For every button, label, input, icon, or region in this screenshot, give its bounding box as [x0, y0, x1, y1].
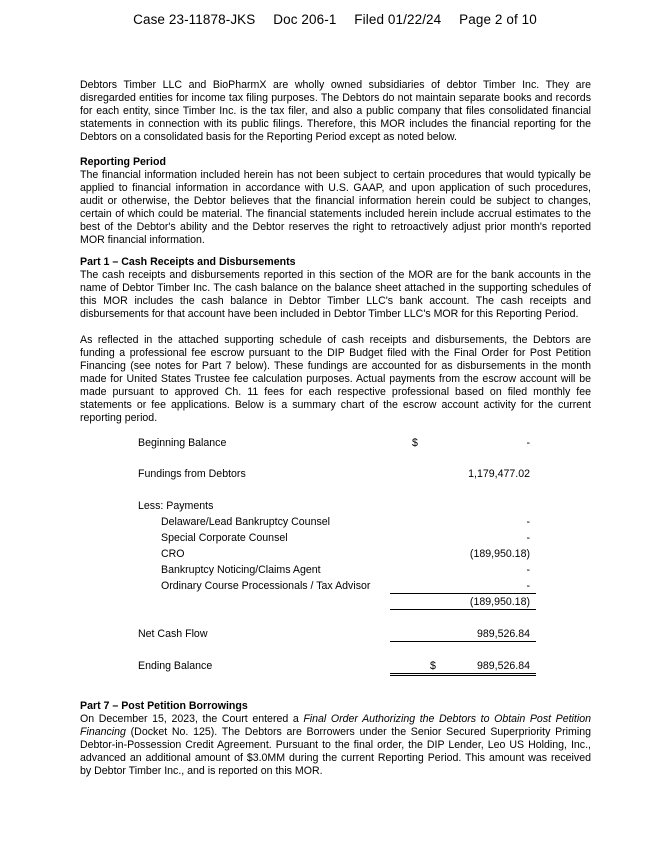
part7-section [80, 700, 591, 778]
reporting-period-section [80, 156, 591, 247]
beginning-balance-amount: - [526, 437, 530, 449]
doc-number: Doc 206-1 [273, 12, 337, 27]
double-rule-bottom [390, 675, 536, 676]
ending-balance-currency: $ [430, 660, 436, 672]
payment-amount: - [526, 532, 530, 544]
net-cash-flow-row [138, 627, 538, 641]
reporting-period-heading: Reporting Period [80, 156, 166, 168]
fundings-amount: 1,179,477.02 [468, 468, 530, 480]
payment-row [138, 515, 538, 529]
payment-label: Ordinary Course Processionals / Tax Advisor [161, 580, 371, 592]
reporting-period-paragraph: The financial information included herein has not been subject to certain procedures that would typically be applied to financial information in accordance with U.S. GAAP, and upon application of such procedures, audit or otherwise, the Debtor believes that the financial information herein could be subject to changes, certain of which could be material. The financial statements included herein include accrual estimates to the best of the Debtor's ability and the Debtor reserves the right to retroactively adjust prior month's reported MOR financial information. [80, 169, 591, 246]
page-number: Page 2 of 10 [459, 12, 537, 27]
case-header [0, 12, 670, 27]
intro-section [80, 79, 591, 144]
part7-rest-text: (Docket No. 125). The Debtors are Borrowers under the Senior Secured Superpriority Priming Debtor-in-Possession Credit Agreement. Pursuant to the final order, the DIP Lender, Leo US Holding, Inc., advanced an additional amount of $3.0MM during the current Reporting Period. This amount was received by Debtor Timber Inc., and is reported on this MOR. [80, 726, 591, 777]
final-order-title: Final Order Authorizing the Debtors to Obtain Post Petition Financing [80, 713, 591, 738]
less-payments-row [138, 499, 538, 513]
part7-paragraph [80, 713, 591, 778]
payment-amount: - [526, 516, 530, 528]
payment-label: Bankruptcy Noticing/Claims Agent [161, 564, 321, 576]
payment-label: CRO [161, 548, 185, 560]
part1-paragraph-1: The cash receipts and disbursements reported in this section of the MOR are for the bank accounts in the name of Debtor Timber Inc. The cash balance on the balance sheet attached in the supporting schedules of this MOR includes the cash balance in Debtor Timber LLC's bank account. The cash receipts and disbursements for that account have been included in Debtor Timber LLC's MOR for this Reporting Period. [80, 269, 591, 320]
payments-total-amount: (189,950.18) [469, 596, 530, 608]
less-payments-label: Less: Payments [138, 500, 214, 512]
total-rule [390, 609, 536, 610]
part7-lead-text: On December 15, 2023, the Court entered a [80, 713, 304, 725]
payment-row [138, 563, 538, 577]
subtotal-rule [390, 593, 536, 594]
fundings-label: Fundings from Debtors [138, 468, 246, 480]
part1-paragraph-2: As reflected in the attached supporting schedule of cash receipts and disbursements, the Debtors are funding a professional fee escrow pursuant to the DIP Budget filed with the Final Order for Post Petition Financing (see notes for Part 7 below). These fundings are accounted for as disbursements in the month made for United States Trustee fee calculation purposes. Actual payments from the escrow account will be made pursuant to approved Ch. 11 fees for each respective professional based on filed monthly fee statements or fee applications. Below is a summary chart of the escrow account activity for the current reporting period. [80, 334, 591, 424]
payment-amount: - [526, 564, 530, 576]
filed-date: Filed 01/22/24 [354, 12, 442, 27]
double-rule-top [390, 673, 536, 674]
case-number: Case 23-11878-JKS [133, 12, 256, 27]
part1-heading: Part 1 – Cash Receipts and Disbursements [80, 256, 296, 268]
beginning-balance-row [138, 436, 538, 450]
ending-balance-row [138, 659, 538, 673]
payment-label: Special Corporate Counsel [161, 532, 288, 544]
beginning-balance-label: Beginning Balance [138, 437, 227, 449]
beginning-balance-currency: $ [412, 437, 418, 449]
payment-row [138, 531, 538, 545]
payments-total-row [138, 595, 538, 609]
intro-paragraph: Debtors Timber LLC and BioPharmX are wholly owned subsidiaries of debtor Timber Inc. They are disregarded entities for income tax filing purposes. The Debtors do not maintain separate books and records for each entity, since Timber Inc. is the tax filer, and also a public company that files consolidated financial statements in connection with its public filings. Therefore, this MOR includes the financial reporting for the Debtors on a consolidated basis for the Reporting Period except as noted below. [80, 79, 591, 143]
net-cash-flow-amount: 989,526.84 [476, 628, 530, 640]
payment-row [138, 547, 538, 561]
payment-amount: (189,950.18) [469, 548, 530, 560]
payment-amount: - [526, 580, 530, 592]
payment-label: Delaware/Lead Bankruptcy Counsel [161, 516, 331, 528]
fundings-row [138, 467, 538, 481]
net-cash-flow-label: Net Cash Flow [138, 628, 208, 640]
ending-balance-label: Ending Balance [138, 660, 213, 672]
part7-heading: Part 7 – Post Petition Borrowings [80, 700, 248, 712]
part1-section [80, 256, 591, 425]
net-rule [390, 641, 536, 642]
ending-balance-amount: 989,526.84 [476, 660, 530, 672]
payment-row [138, 579, 538, 593]
